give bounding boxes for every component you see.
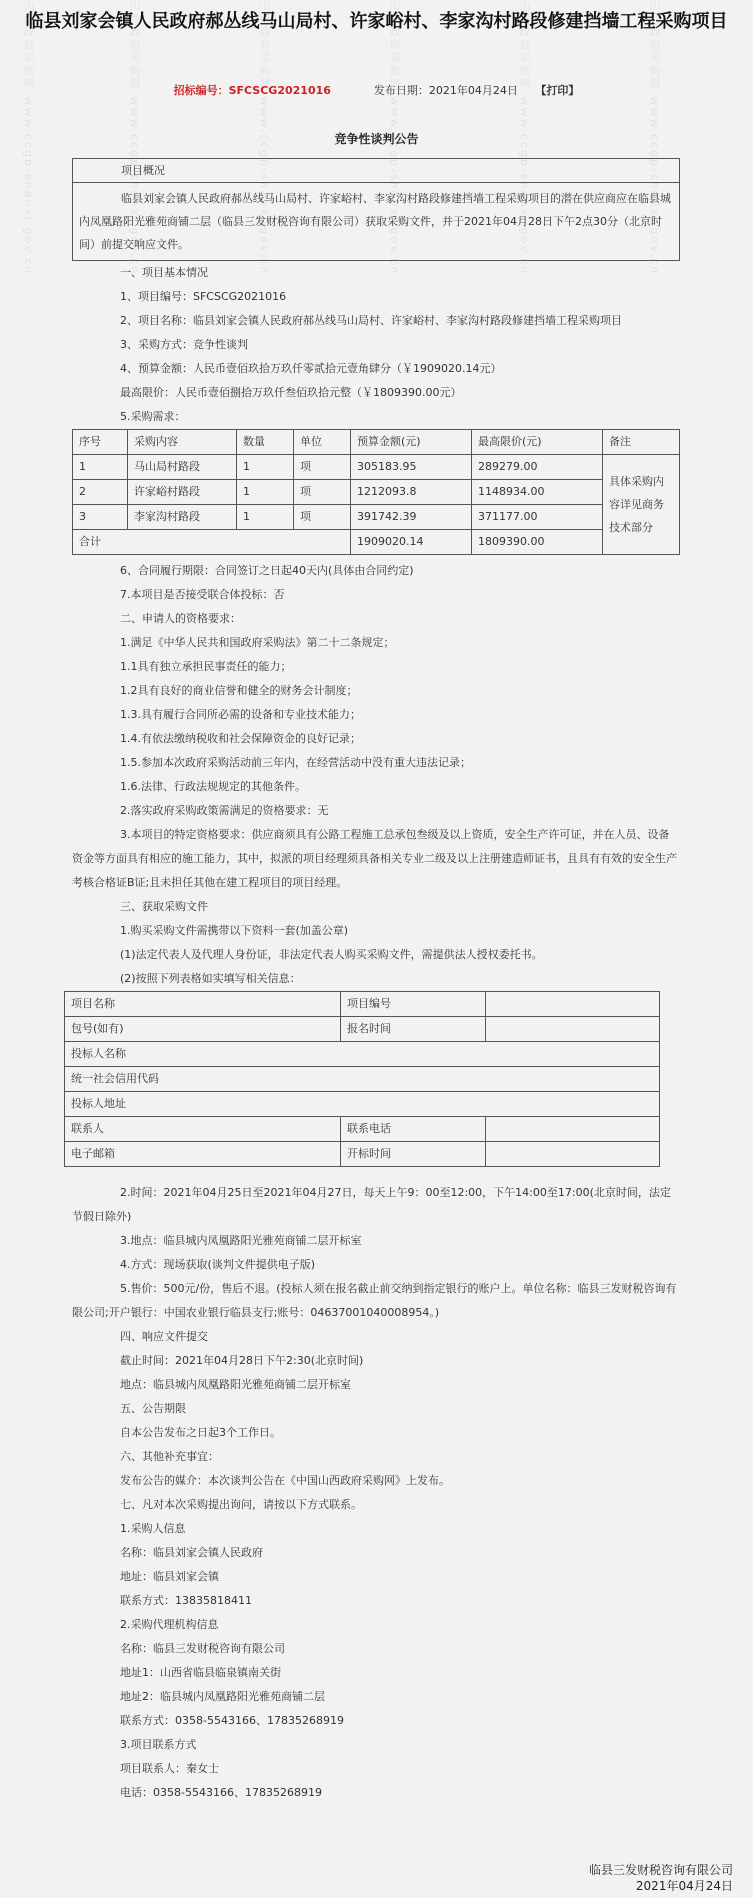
table-row (65, 1117, 660, 1142)
table-cell (486, 1142, 660, 1167)
table-cell: 1212093.8 (351, 480, 472, 505)
footer-date: 2021年04月24日 (635, 1879, 733, 1893)
table-total-label: 合计 (73, 530, 351, 555)
date-label: 发布日期： (373, 84, 429, 97)
table-cell: 1 (73, 455, 128, 480)
paragraph: 4.方式：现场获取(谈判文件提供电子版) (120, 1258, 316, 1271)
paragraph: (2)按照下列表格如实填写相关信息： (120, 972, 301, 985)
paragraph: 1.4.有依法缴纳税收和社会保障资金的良好记录； (120, 732, 361, 745)
table-cell: 联系电话 (341, 1117, 486, 1142)
registration-form-table (64, 991, 660, 1167)
watermark: 山西政府采购网 www.ccgp-shanxi.gov.cn (648, 0, 661, 276)
table-cell: 289279.00 (472, 455, 603, 480)
table-row (73, 505, 680, 530)
table-cell (486, 1017, 660, 1042)
requirements-table (72, 429, 680, 555)
paragraph: 1.购买采购文件需携带以下资料一套(加盖公章) (120, 924, 349, 937)
table-cell: 1 (237, 455, 294, 480)
table-total-max: 1809390.00 (472, 530, 603, 555)
paragraph: 电话：0358-5543166、17835268919 (120, 1786, 322, 1799)
paragraph: 名称：临县刘家会镇人民政府 (120, 1546, 263, 1559)
paragraph: 五、公告期限 (120, 1402, 186, 1415)
paragraph: 1.满足《中华人民共和国政府采购法》第二十二条规定； (120, 636, 395, 649)
table-header-row (73, 430, 680, 455)
table-cell: 投标人地址 (65, 1092, 660, 1117)
footer-signature (589, 1862, 733, 1894)
paragraph: 地址1：山西省临县临泉镇南关街 (120, 1666, 281, 1679)
watermark: 山西政府采购网 www.ccgp-shanxi.gov.cn (518, 0, 531, 276)
paragraph: 3.地点：临县城内凤凰路阳光雅苑商铺二层开标室 (120, 1234, 362, 1247)
paragraph: 6、合同履行期限：合同签订之日起40天内(具体由合同约定) (120, 564, 414, 577)
watermark: 山西政府采购网 www.ccgp-shanxi.gov.cn (128, 0, 141, 276)
paragraph: 2.时间：2021年04月25日至2021年04月27日，每天上午9：00至12:00，下午14:00至17:00(北京时间，法定节假日除外) (72, 1186, 671, 1223)
table-cell: 项 (294, 480, 351, 505)
paragraph: 1.2具有良好的商业信誉和健全的财务会计制度； (120, 684, 358, 697)
paragraph: 1.5.参加本次政府采购活动前三年内，在经营活动中没有重大违法记录； (120, 756, 471, 769)
summary-box (72, 158, 680, 261)
paragraph: 7.本项目是否接受联合体投标：否 (120, 588, 285, 601)
table-total-budget: 1909020.14 (351, 530, 472, 555)
page-title: 临县刘家会镇人民政府郝丛线马山局村、许家峪村、李家沟村路段修建挡墙工程采购项目 (25, 11, 728, 32)
table-row (65, 1092, 660, 1117)
table-cell: 1 (237, 480, 294, 505)
basic-number: 1、项目编号：SFCSCG2021016 (120, 290, 287, 303)
table-note: 具体采购内容详见商务技术部分 (603, 455, 680, 555)
paragraph: 截止时间：2021年04月28日下午2:30(北京时间) (120, 1354, 364, 1367)
paragraph: 联系方式：13835818411 (120, 1594, 252, 1607)
table-header: 数量 (237, 430, 294, 455)
table-cell: 391742.39 (351, 505, 472, 530)
paragraph: 2.采购代理机构信息 (120, 1618, 219, 1631)
paragraph: 3.本项目的特定资格要求：供应商须具有公路工程施工总承包叁级及以上资质，安全生产许可证，并在人员、设备资金等方面具有相应的施工能力，其中，拟派的项目经理须具备相关专业二级及以上注册建造师证书，且具有有效的安全生产考核合格证B证;且未担任其他在建工程项目的项目经理。 (72, 828, 677, 889)
meta-line (0, 82, 753, 98)
table-cell: 项 (294, 505, 351, 530)
table-header: 单位 (294, 430, 351, 455)
table-cell: 包号(如有) (65, 1017, 341, 1042)
footer-company: 临县三发财税咨询有限公司 (588, 1863, 733, 1877)
table-cell: 1148934.00 (472, 480, 603, 505)
basic-heading: 一、项目基本情况 (120, 266, 208, 279)
table-row (65, 992, 660, 1017)
paragraph: 3.项目联系方式 (120, 1738, 197, 1751)
table-cell: 项目编号 (341, 992, 486, 1017)
paragraph: 1.1具有独立承担民事责任的能力； (120, 660, 292, 673)
table-header: 采购内容 (128, 430, 237, 455)
paragraph: 六、其他补充事宜： (120, 1450, 219, 1463)
table-cell: 开标时间 (341, 1142, 486, 1167)
paragraph: 1.6.法律、行政法规规定的其他条件。 (120, 780, 306, 793)
table-cell: 统一社会信用代码 (65, 1067, 660, 1092)
table-header: 序号 (73, 430, 128, 455)
table-cell: 报名时间 (341, 1017, 486, 1042)
watermark: 山西政府采购网 www.ccgp-shanxi.gov.cn (258, 0, 271, 276)
section-title: 竞争性谈判公告 (334, 132, 419, 146)
table-header: 备注 (603, 430, 680, 455)
project-code: SFCSCG2021016 (228, 84, 331, 97)
paragraph: 四、响应文件提交 (120, 1330, 208, 1343)
paragraph: 1.3.具有履行合同所必需的设备和专业技术能力； (120, 708, 361, 721)
paragraph: (1)法定代表人及代理人身份证，非法定代表人购买采购文件，需提供法人授权委托书。 (120, 948, 543, 961)
paragraph: 联系方式：0358-5543166、17835268919 (120, 1714, 344, 1727)
basic-budget: 4、预算金额：人民币壹佰玖拾万玖仟零贰拾元壹角肆分（￥1909020.14元） (120, 362, 502, 375)
table-cell (486, 1117, 660, 1142)
paragraph: 七、凡对本次采购提出询问，请按以下方式联系。 (120, 1498, 362, 1511)
table-cell: 371177.00 (472, 505, 603, 530)
table-cell: 电子邮箱 (65, 1142, 341, 1167)
table-row (73, 455, 680, 480)
paragraph: 自本公告发布之日起3个工作日。 (120, 1426, 281, 1439)
table-cell: 许家峪村路段 (128, 480, 237, 505)
table-header: 最高限价(元) (472, 430, 603, 455)
announcement-body (72, 158, 680, 1805)
paragraph: 名称：临县三发财税咨询有限公司 (120, 1642, 285, 1655)
table-cell: 305183.95 (351, 455, 472, 480)
paragraph: 发布公告的媒介：本次谈判公告在《中国山西政府采购网》上发布。 (120, 1474, 450, 1487)
table-total-row (73, 530, 680, 555)
table-row (65, 1067, 660, 1092)
table-cell: 2 (73, 480, 128, 505)
basic-max-price: 最高限价：人民币壹佰捌拾万玖仟叁佰玖拾元整（￥1809390.00元） (120, 386, 462, 399)
paragraph: 三、获取采购文件 (120, 900, 208, 913)
publish-date: 2021年04月24日 (428, 84, 518, 97)
table-cell: 李家沟村路段 (128, 505, 237, 530)
paragraph: 地点：临县城内凤凰路阳光雅苑商铺二层开标室 (120, 1378, 351, 1391)
print-link[interactable]: 【打印】 (535, 84, 580, 97)
table-cell: 3 (73, 505, 128, 530)
summary-heading: 项目概况 (73, 159, 679, 183)
paragraph: 项目联系人：秦女士 (120, 1762, 219, 1775)
table-row (65, 1142, 660, 1167)
basic-demand: 5.采购需求： (120, 410, 186, 423)
table-header: 预算金额(元) (351, 430, 472, 455)
watermark: 山西政府采购网 www.ccgp-shanxi.gov.cn (22, 0, 35, 276)
table-row (65, 1017, 660, 1042)
table-cell: 1 (237, 505, 294, 530)
paragraph: 地址：临县刘家会镇 (120, 1570, 219, 1583)
basic-method: 3、采购方式：竞争性谈判 (120, 338, 248, 351)
paragraph: 1.采购人信息 (120, 1522, 186, 1535)
table-cell: 项目名称 (65, 992, 341, 1017)
summary-text: 临县刘家会镇人民政府郝丛线马山局村、许家峪村、李家沟村路段修建挡墙工程采购项目的潜在供应商应在临县城内凤凰路阳光雅苑商铺二层（临县三发财税咨询有限公司）获取采购文件，并于2021年04月28日下午2点30分（北京时间）前提交响应文件。 (79, 192, 671, 251)
code-label: 招标编号： (173, 84, 229, 97)
table-row (73, 480, 680, 505)
table-cell: 马山局村路段 (128, 455, 237, 480)
watermark: 山西政府采购网 www.ccgp-shanxi.gov.cn (388, 0, 401, 276)
paragraph: 地址2：临县城内凤凰路阳光雅苑商铺二层 (120, 1690, 325, 1703)
paragraph: 2.落实政府采购政策需满足的资格要求：无 (120, 804, 329, 817)
basic-name: 2、项目名称：临县刘家会镇人民政府郝丛线马山局村、许家峪村、李家沟村路段修建挡墙工程采购项目 (120, 314, 622, 327)
table-row (65, 1042, 660, 1067)
paragraph: 5.售价：500元/份，售后不退。(投标人须在报名截止前交纳到指定银行的账户上。单位名称：临县三发财税咨询有限公司;开户银行：中国农业银行临县支行;账号：04637001040008954。) (72, 1282, 677, 1319)
paragraph: 二、申请人的资格要求： (120, 612, 241, 625)
table-cell: 联系人 (65, 1117, 341, 1142)
table-cell: 项 (294, 455, 351, 480)
table-cell: 投标人名称 (65, 1042, 660, 1067)
table-cell (486, 992, 660, 1017)
